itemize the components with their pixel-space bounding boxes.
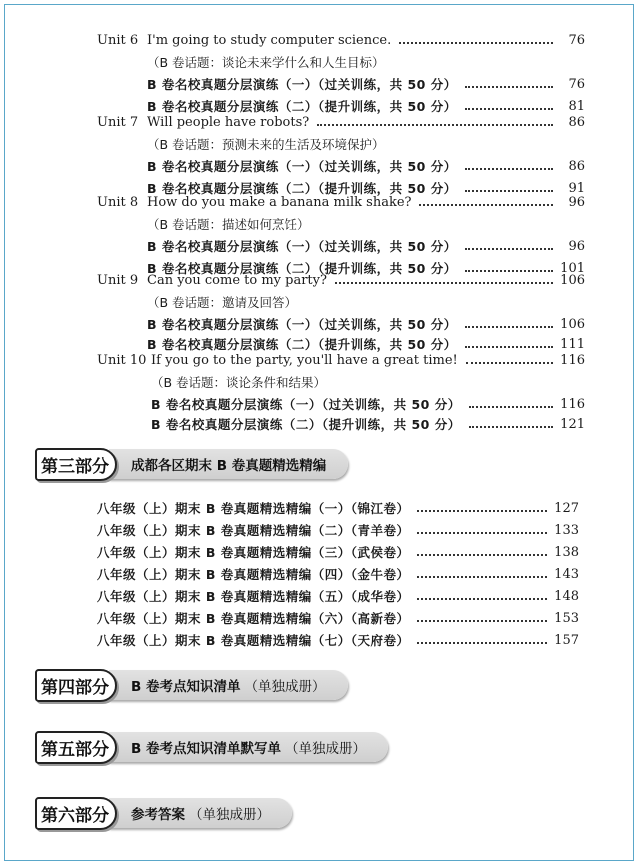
unit-label: Unit 10	[97, 352, 147, 368]
unit-10-line[interactable]	[5, 349, 585, 371]
unit-title: I'm going to study computer science.	[147, 32, 392, 48]
practice-text: B 卷名校真题分层演练（二）（提升训练，共 50 分）	[147, 99, 457, 114]
unit-topic	[5, 133, 585, 155]
practice-text: B 卷名校真题分层演练（一）（过关训练，共 50 分）	[147, 239, 457, 254]
leader-dots	[417, 642, 547, 644]
page-number: 91	[568, 180, 585, 196]
leader-dots	[419, 204, 553, 206]
exam-entry[interactable]	[5, 563, 579, 585]
page-number: 148	[554, 588, 579, 604]
practice-line[interactable]	[5, 155, 585, 177]
practice-text: B 卷名校真题分层演练（二）（提升训练，共 50 分）	[147, 337, 457, 352]
unit-label: Unit 8	[97, 194, 139, 210]
topic-text: （B 卷话题：谈论条件和结果）	[151, 375, 327, 390]
page-number: 86	[568, 114, 585, 130]
part-5-note: （单独成册）	[285, 741, 366, 757]
part-3-banner[interactable]	[35, 442, 348, 486]
part-4-tag: 第四部分	[35, 669, 117, 702]
part-6-banner[interactable]	[35, 791, 292, 835]
practice-text: B 卷名校真题分层演练（二）（提升训练，共 50 分）	[147, 261, 457, 276]
leader-dots	[399, 42, 553, 44]
leader-dots	[465, 86, 553, 88]
part-4-note: （单独成册）	[244, 679, 326, 695]
practice-text: B 卷名校真题分层演练（一）（过关训练，共 50 分）	[151, 397, 461, 412]
part-6-note: （单独成册）	[189, 807, 270, 823]
page-number: 81	[568, 98, 585, 114]
exam-entry[interactable]	[5, 629, 579, 651]
page-number: 138	[554, 544, 579, 560]
unit-topic	[5, 291, 585, 313]
toc-page	[4, 4, 634, 861]
unit-label: Unit 6	[97, 32, 139, 48]
practice-line[interactable]	[5, 313, 585, 335]
unit-topic	[5, 371, 585, 393]
part-5-banner[interactable]	[35, 725, 388, 769]
part-3-tag: 第三部分	[35, 448, 117, 481]
page-number: 86	[568, 158, 585, 174]
practice-text: B 卷名校真题分层演练（一）（过关训练，共 50 分）	[147, 77, 457, 92]
topic-text: （B 卷话题：邀请及回答）	[147, 295, 298, 310]
leader-dots	[317, 124, 553, 126]
exam-entry-text: 八年级（上）期末 B 卷真题精选精编（四）（金牛卷）	[97, 567, 410, 582]
practice-text: B 卷名校真题分层演练（二）（提升训练，共 50 分）	[151, 417, 461, 432]
practice-line[interactable]	[5, 393, 585, 415]
unit-7-line[interactable]	[5, 111, 585, 133]
exam-entry-text: 八年级（上）期末 B 卷真题精选精编（六）（高新卷）	[97, 611, 410, 626]
page-number: 116	[560, 352, 585, 368]
unit-title: Will people have robots?	[147, 114, 310, 130]
leader-dots	[465, 346, 553, 348]
topic-text: （B 卷话题：谈论未来学什么和人生目标）	[147, 55, 385, 70]
practice-text: B 卷名校真题分层演练（二）（提升训练，共 50 分）	[147, 181, 457, 196]
leader-dots	[417, 510, 547, 512]
unit-title: Can you come to my party?	[147, 272, 327, 288]
part-5-title-bar	[109, 732, 388, 762]
unit-title: If you go to the party, you'll have a great time!	[151, 352, 458, 368]
topic-text: （B 卷话题：预测未来的生活及环境保护）	[147, 137, 385, 152]
exam-entry-text: 八年级（上）期末 B 卷真题精选精编（二）（青羊卷）	[97, 523, 410, 538]
part-3-title-bar	[109, 449, 348, 479]
part-5-title: B 卷考点知识清单默写单	[131, 741, 281, 757]
page-number: 106	[560, 272, 585, 288]
exam-entry[interactable]	[5, 607, 579, 629]
leader-dots	[465, 248, 553, 250]
part-4-title-bar	[109, 670, 348, 700]
leader-dots	[417, 532, 547, 534]
leader-dots	[469, 426, 553, 428]
exam-entry-text: 八年级（上）期末 B 卷真题精选精编（五）（成华卷）	[97, 589, 410, 604]
leader-dots	[335, 282, 553, 284]
page-number: 143	[554, 566, 579, 582]
page-number: 101	[560, 260, 585, 276]
unit-8-line[interactable]	[5, 191, 585, 213]
practice-text: B 卷名校真题分层演练（一）（过关训练，共 50 分）	[147, 317, 457, 332]
page-number: 157	[554, 632, 579, 648]
practice-line[interactable]	[5, 413, 585, 435]
practice-line[interactable]	[5, 73, 585, 95]
topic-text: （B 卷话题：描述如何烹饪）	[147, 217, 310, 232]
unit-6-line[interactable]	[5, 29, 585, 51]
leader-dots	[465, 108, 553, 110]
page-number: 96	[568, 238, 585, 254]
exam-entry[interactable]	[5, 541, 579, 563]
page-number: 76	[568, 32, 585, 48]
page-number: 111	[560, 336, 585, 352]
leader-dots	[417, 598, 547, 600]
leader-dots	[417, 576, 547, 578]
leader-dots	[469, 406, 553, 408]
part-5-tag: 第五部分	[35, 731, 117, 764]
part-6-tag: 第六部分	[35, 797, 117, 830]
exam-entry-text: 八年级（上）期末 B 卷真题精选精编（三）（武侯卷）	[97, 545, 410, 560]
page-number: 76	[568, 76, 585, 92]
leader-dots	[465, 168, 553, 170]
unit-title: How do you make a banana milk shake?	[147, 194, 412, 210]
page-number: 127	[554, 500, 579, 516]
page-number: 121	[560, 416, 585, 432]
leader-dots	[465, 326, 553, 328]
practice-line[interactable]	[5, 235, 585, 257]
exam-entry-text: 八年级（上）期末 B 卷真题精选精编（七）（天府卷）	[97, 633, 410, 648]
part-4-banner[interactable]	[35, 663, 348, 707]
practice-text: B 卷名校真题分层演练（一）（过关训练，共 50 分）	[147, 159, 457, 174]
leader-dots	[417, 620, 547, 622]
exam-entry[interactable]	[5, 585, 579, 607]
page-number: 116	[560, 396, 585, 412]
page-number: 133	[554, 522, 579, 538]
exam-entry[interactable]	[5, 497, 579, 519]
leader-dots	[417, 554, 547, 556]
exam-entry-text: 八年级（上）期末 B 卷真题精选精编（一）（锦江卷）	[97, 501, 410, 516]
part-6-title: 参考答案	[131, 807, 185, 823]
part-3-title: 成都各区期末 B 卷真题精选精编	[131, 458, 327, 474]
page-number: 153	[554, 610, 579, 626]
unit-topic	[5, 51, 585, 73]
unit-label: Unit 9	[97, 272, 139, 288]
unit-9-line[interactable]	[5, 269, 585, 291]
page-number: 106	[560, 316, 585, 332]
exam-entry[interactable]	[5, 519, 579, 541]
leader-dots	[466, 362, 553, 364]
part-6-title-bar	[109, 798, 292, 828]
unit-topic	[5, 213, 585, 235]
page-number: 96	[568, 194, 585, 210]
unit-label: Unit 7	[97, 114, 139, 130]
part-4-title: B 卷考点知识清单	[131, 679, 241, 695]
